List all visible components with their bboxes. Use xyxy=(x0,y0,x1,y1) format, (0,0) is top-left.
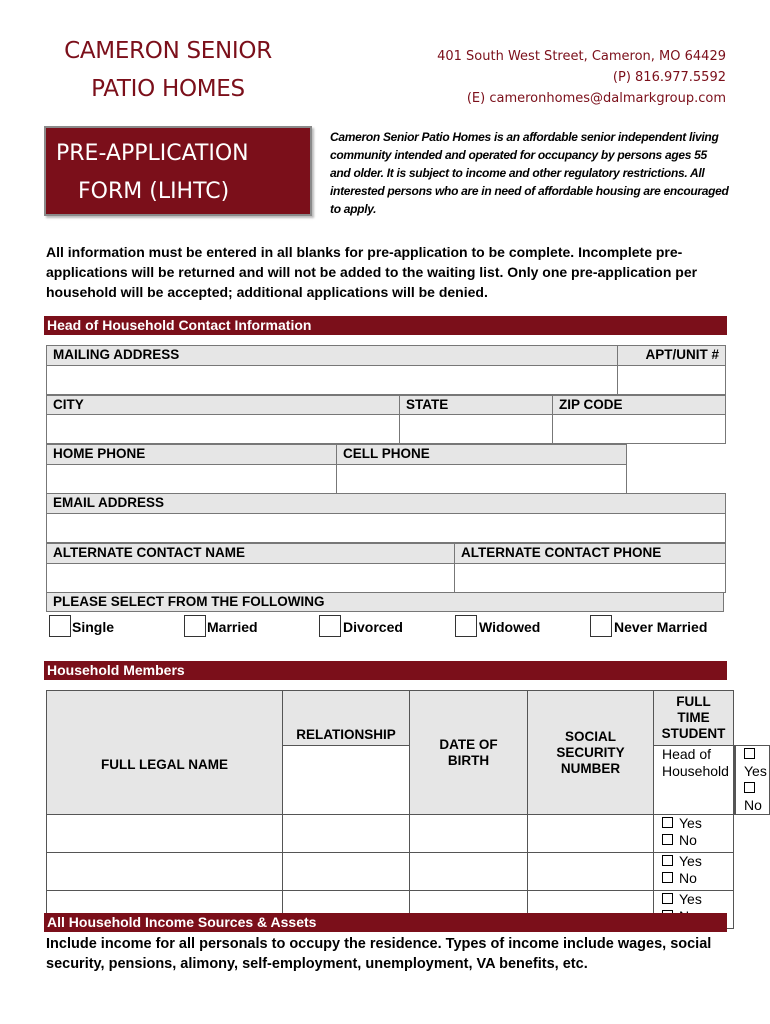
yes-label: Yes xyxy=(679,815,702,831)
email-address-field[interactable] xyxy=(46,513,726,543)
organization-name-line1: CAMERON SENIOR xyxy=(64,38,272,64)
contact-info xyxy=(437,46,726,109)
cell-phone-label: CELL PHONE xyxy=(336,444,627,465)
table-header-row xyxy=(47,691,770,746)
home-phone-field[interactable] xyxy=(46,464,337,494)
yes-label: Yes xyxy=(679,853,702,869)
home-phone-label: HOME PHONE xyxy=(46,444,337,465)
divorced-option-label: Divorced xyxy=(343,619,403,635)
no-label: No xyxy=(679,870,697,886)
col-dob-line1: DATE OF xyxy=(439,736,498,752)
phone-text: (P) 816.977.5592 xyxy=(612,70,726,85)
no-checkbox-icon[interactable] xyxy=(744,782,755,793)
household-members-table xyxy=(46,690,770,929)
city-field[interactable] xyxy=(46,414,400,444)
no-label: No xyxy=(744,797,762,813)
alternate-contact-phone-label: ALTERNATE CONTACT PHONE xyxy=(454,543,726,564)
member-ssn-cell[interactable] xyxy=(528,815,654,853)
col-dob-line2: BIRTH xyxy=(447,752,490,768)
member-relationship-cell[interactable] xyxy=(654,746,734,815)
col-full-legal-name xyxy=(47,691,283,815)
zip-code-field[interactable] xyxy=(552,414,726,444)
yes-option[interactable] xyxy=(654,815,733,832)
income-instructions: Include income for all personals to occupy the residence. Types of income include wages, social security, pensions, alimony, self-employment, unemployment, VA benefits, etc. xyxy=(46,936,712,972)
member-dob-cell[interactable] xyxy=(410,815,528,853)
member-name-cell[interactable] xyxy=(47,853,283,891)
member-name-cell[interactable] xyxy=(283,746,410,815)
yes-option[interactable] xyxy=(736,746,769,780)
state-field[interactable] xyxy=(399,414,553,444)
member-dob-cell[interactable] xyxy=(410,853,528,891)
organization-name xyxy=(48,32,288,108)
apt-unit-label: APT/UNIT # xyxy=(617,345,726,366)
married-checkbox[interactable] xyxy=(184,615,206,637)
alternate-contact-name-field[interactable] xyxy=(46,563,455,593)
organization-name-line2: PATIO HOMES xyxy=(91,76,245,102)
single-checkbox[interactable] xyxy=(49,615,71,637)
member-student-cell xyxy=(736,746,770,815)
no-label: No xyxy=(679,832,697,848)
table-row xyxy=(47,853,770,891)
section-header-income: All Household Income Sources & Assets xyxy=(44,913,727,932)
relationship-line1: Head of xyxy=(662,746,712,762)
col-relationship xyxy=(283,691,410,746)
email-address-label: EMAIL ADDRESS xyxy=(46,493,726,514)
relationship-line2: Household xyxy=(662,763,729,779)
section-header-household: Household Members xyxy=(44,661,727,680)
col-relationship-text: RELATIONSHIP xyxy=(296,727,396,742)
state-label: STATE xyxy=(399,395,553,415)
form-title-box xyxy=(44,126,312,216)
no-option[interactable] xyxy=(654,832,733,849)
col-full-time-student xyxy=(654,691,734,746)
yes-label: Yes xyxy=(744,763,767,779)
member-student-cell xyxy=(654,815,734,853)
section-header-contact: Head of Household Contact Information xyxy=(44,316,727,335)
form-title-line1: PRE-APPLICATION xyxy=(56,141,249,166)
completion-notice: All information must be entered in all blanks for pre-application to be complete. Incomplete pre-applications will be returned and will not be added to the waiting list. Only one pre-application per household will be accepted; additional applications will be denied. xyxy=(46,244,698,300)
yes-checkbox-icon[interactable] xyxy=(662,817,673,828)
city-label: CITY xyxy=(46,395,400,415)
no-checkbox-icon[interactable] xyxy=(662,872,673,883)
no-option[interactable] xyxy=(654,870,733,887)
col-ssn-line1: SOCIAL xyxy=(564,728,616,744)
col-ssn-line2: SECURITY xyxy=(556,744,625,760)
alternate-contact-name-label: ALTERNATE CONTACT NAME xyxy=(46,543,455,564)
mailing-address-label: MAILING ADDRESS xyxy=(46,345,618,366)
yes-checkbox-icon[interactable] xyxy=(662,855,673,866)
intro-paragraph: Cameron Senior Patio Homes is an affordable senior independent living community intended and operated for occupancy by persons ages 55 and older. It is subject to income and other regulatory restrictions. All interested persons who are in need of affordable housing are encouraged to apply. xyxy=(330,130,729,216)
apt-unit-field[interactable] xyxy=(617,365,726,395)
col-ssn-line3: NUMBER xyxy=(560,760,621,776)
alternate-contact-phone-field[interactable] xyxy=(454,563,726,593)
married-option-label: Married xyxy=(207,619,258,635)
marital-status-prompt: PLEASE SELECT FROM THE FOLLOWING xyxy=(46,592,724,612)
member-relationship-cell[interactable] xyxy=(283,853,410,891)
never-married-option-label: Never Married xyxy=(614,619,708,635)
form-title-line2: FORM (LIHTC) xyxy=(78,179,230,204)
no-option[interactable] xyxy=(736,780,769,814)
widowed-checkbox[interactable] xyxy=(455,615,477,637)
yes-option[interactable] xyxy=(654,853,733,870)
zip-code-label: ZIP CODE xyxy=(552,395,726,415)
col-full-legal-name-text: FULL LEGAL NAME xyxy=(101,756,228,772)
table-row xyxy=(47,815,770,853)
col-student-line3: STUDENT xyxy=(661,726,726,741)
yes-option[interactable] xyxy=(654,891,733,908)
yes-label: Yes xyxy=(679,891,702,907)
member-ssn-cell[interactable] xyxy=(528,853,654,891)
single-option-label: Single xyxy=(72,619,115,635)
member-name-cell[interactable] xyxy=(47,815,283,853)
yes-checkbox-icon[interactable] xyxy=(662,893,673,904)
col-student-line2: TIME xyxy=(677,710,710,725)
never-married-checkbox[interactable] xyxy=(590,615,612,637)
address-text: 401 South West Street, Cameron, MO 64429 xyxy=(437,49,726,64)
member-student-cell xyxy=(654,853,734,891)
cell-phone-field[interactable] xyxy=(336,464,627,494)
widowed-option-label: Widowed xyxy=(479,619,541,635)
col-student-line1: FULL xyxy=(676,694,711,709)
no-checkbox-icon[interactable] xyxy=(662,834,673,845)
yes-checkbox-icon[interactable] xyxy=(744,748,755,759)
col-social-security-number xyxy=(528,691,654,815)
mailing-address-field[interactable] xyxy=(46,365,618,395)
col-date-of-birth xyxy=(410,691,528,815)
divorced-checkbox[interactable] xyxy=(319,615,341,637)
member-relationship-cell[interactable] xyxy=(283,815,410,853)
email-text: (E) cameronhomes@dalmarkgroup.com xyxy=(466,91,726,106)
